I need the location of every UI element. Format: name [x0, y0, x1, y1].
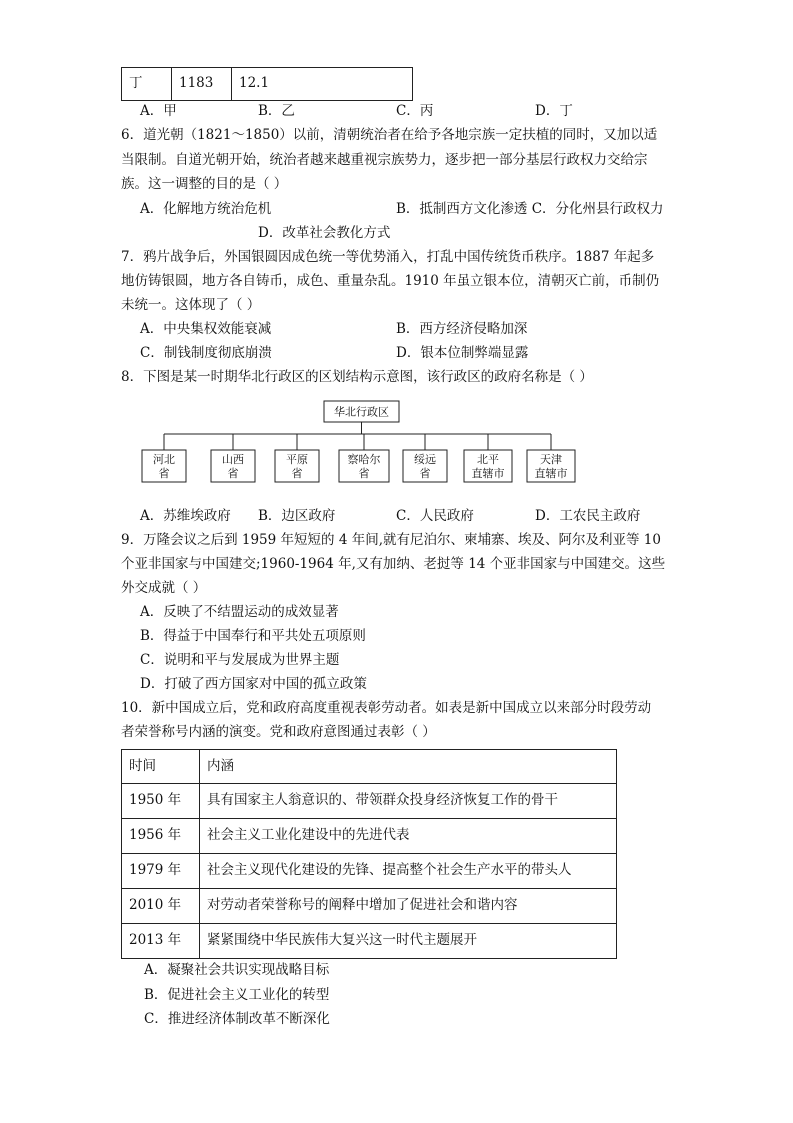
q10-option-c: C．推进经济体制改革不断深化: [144, 1011, 330, 1027]
q7-option-d: D．银本位制弊端显露: [396, 345, 529, 361]
diagram-child-type: 省: [358, 467, 370, 480]
diagram-child-label: 绥远: [414, 453, 436, 466]
table-cell: 2013 年: [122, 924, 200, 959]
diagram-root-label: 华北行政区: [334, 405, 389, 419]
table-cell: 1979 年: [122, 854, 200, 889]
q5-option-b: B．乙: [258, 103, 295, 119]
q5-option-d: D．丁: [535, 103, 573, 119]
q6-option-a: A．化解地方统治危机: [140, 201, 272, 217]
q8-stem: 8．下图是某一时期华北行政区的区划结构示意图，该行政区的政府名称是（ ）: [121, 369, 593, 385]
q6-option-d: D．改革社会教化方式: [258, 225, 391, 241]
q7-stem-line-3: 未统一。这体现了（ ）: [121, 297, 261, 313]
q9-stem-line-2: 个亚非国家与中国建交;1960-1964 年,又有加纳、老挝等 14 个亚非国家与中国建交。这些: [121, 556, 666, 572]
q6-option-bc: B．抵制西方文化渗透 C．分化州县行政权力: [396, 201, 664, 217]
q10-stem-line-2: 者荣誉称号内涵的演变。党和政府意图通过表彰（ ）: [121, 724, 436, 740]
q10-option-a: A．凝聚社会共识实现战略目标: [144, 962, 330, 978]
q6-stem-line-2: 当限制。自道光朝开始，统治者越来越重视宗族势力，逐步把一部分基层行政权力交给宗: [121, 152, 648, 168]
table-row: [122, 889, 617, 924]
table-cell: 具有国家主人翁意识的、带领群众投身经济恢复工作的骨干: [200, 784, 617, 819]
diagram-child-label: 察哈尔: [347, 453, 381, 466]
q7-stem-line-2: 地仿铸银圆，地方各自铸币，成色、重量杂乱。1910 年虽立银本位，清朝灭亡前，币制仍: [121, 273, 660, 289]
q9-option-d: D．打破了西方国家对中国的孤立政策: [140, 676, 367, 692]
q7-option-b: B．西方经济侵略加深: [396, 321, 528, 337]
table-cell: 社会主义现代化建设的先锋、提高整个社会生产水平的带头人: [200, 854, 617, 889]
q10-stem-line-1: 10．新中国成立后，党和政府高度重视表彰劳动者。如表是新中国成立以来部分时段劳动: [121, 700, 652, 716]
diagram-child-type: 直辖市: [471, 467, 505, 480]
diagram-child-label: 平原: [286, 453, 308, 466]
q6-stem-line-1: 6．道光朝（1821～1850）以前，清朝统治者在给予各地宗族一定扶植的同时，又加以适: [121, 127, 658, 143]
diagram-child-type: 省: [419, 467, 431, 480]
diagram-child-type: 省: [291, 467, 303, 480]
region-structure-diagram: [0, 0, 793, 500]
table-cell: 1956 年: [122, 819, 200, 854]
table-cell: 社会主义工业化建设中的先进代表: [200, 819, 617, 854]
diagram-child-label: 北平: [477, 453, 499, 466]
table-cell: 1950 年: [122, 784, 200, 819]
q6-stem-line-3: 族。这一调整的目的是（ ）: [121, 176, 288, 192]
diagram-child-type: 省: [227, 467, 239, 480]
q8-option-b: B．边区政府: [258, 508, 336, 524]
table-row: [122, 924, 617, 959]
q10-option-b: B．促进社会主义工业化的转型: [144, 987, 330, 1003]
table-cell: 12.1: [232, 68, 413, 101]
diagram-child-label: 河北: [153, 453, 175, 466]
table-row: [122, 854, 617, 889]
diagram-child-type: 省: [158, 467, 170, 480]
q9-option-c: C．说明和平与发展成为世界主题: [140, 652, 340, 668]
q8-option-d: D．工农民主政府: [535, 508, 641, 524]
table-header-cell: 时间: [122, 750, 200, 784]
table-cell: 紧紧围绕中华民族伟大复兴这一时代主题展开: [200, 924, 617, 959]
table-cell: 1183: [172, 68, 232, 101]
q7-option-a: A．中央集权效能衰减: [140, 321, 272, 337]
q8-option-c: C．人民政府: [396, 508, 474, 524]
q9-stem-line-3: 外交成就（ ）: [121, 580, 207, 596]
table-header-cell: 内涵: [200, 750, 617, 784]
q9-option-a: A．反映了不结盟运动的成效显著: [140, 604, 339, 620]
diagram-child-label: 天津: [540, 453, 562, 466]
table-row: [122, 819, 617, 854]
q9-option-b: B．得益于中国奉行和平共处五项原则: [140, 628, 366, 644]
table-cell: 丁: [122, 68, 172, 101]
q5-option-a: A．甲: [140, 103, 177, 119]
table-row: [122, 784, 617, 819]
q8-option-a: A．苏维埃政府: [140, 508, 231, 524]
q9-stem-line-1: 9．万隆会议之后到 1959 年短短的 4 年间,就有尼泊尔、柬埔寨、埃及、阿尔及利亚等 10: [121, 532, 661, 548]
q7-option-c: C．制钱制度彻底崩溃: [140, 345, 272, 361]
q5-option-c: C．丙: [396, 103, 434, 119]
table-header-row: [122, 750, 617, 784]
table-cell: 对劳动者荣誉称号的阐释中增加了促进社会和谐内容: [200, 889, 617, 924]
q7-stem-line-1: 7．鸦片战争后，外国银圆因成色统一等优势涌入，打乱中国传统货币秩序。1887 年起多: [121, 249, 655, 265]
q10-honor-table: [121, 749, 617, 959]
table-cell: 2010 年: [122, 889, 200, 924]
diagram-child-label: 山西: [222, 453, 244, 466]
diagram-child-type: 直辖市: [534, 467, 568, 480]
